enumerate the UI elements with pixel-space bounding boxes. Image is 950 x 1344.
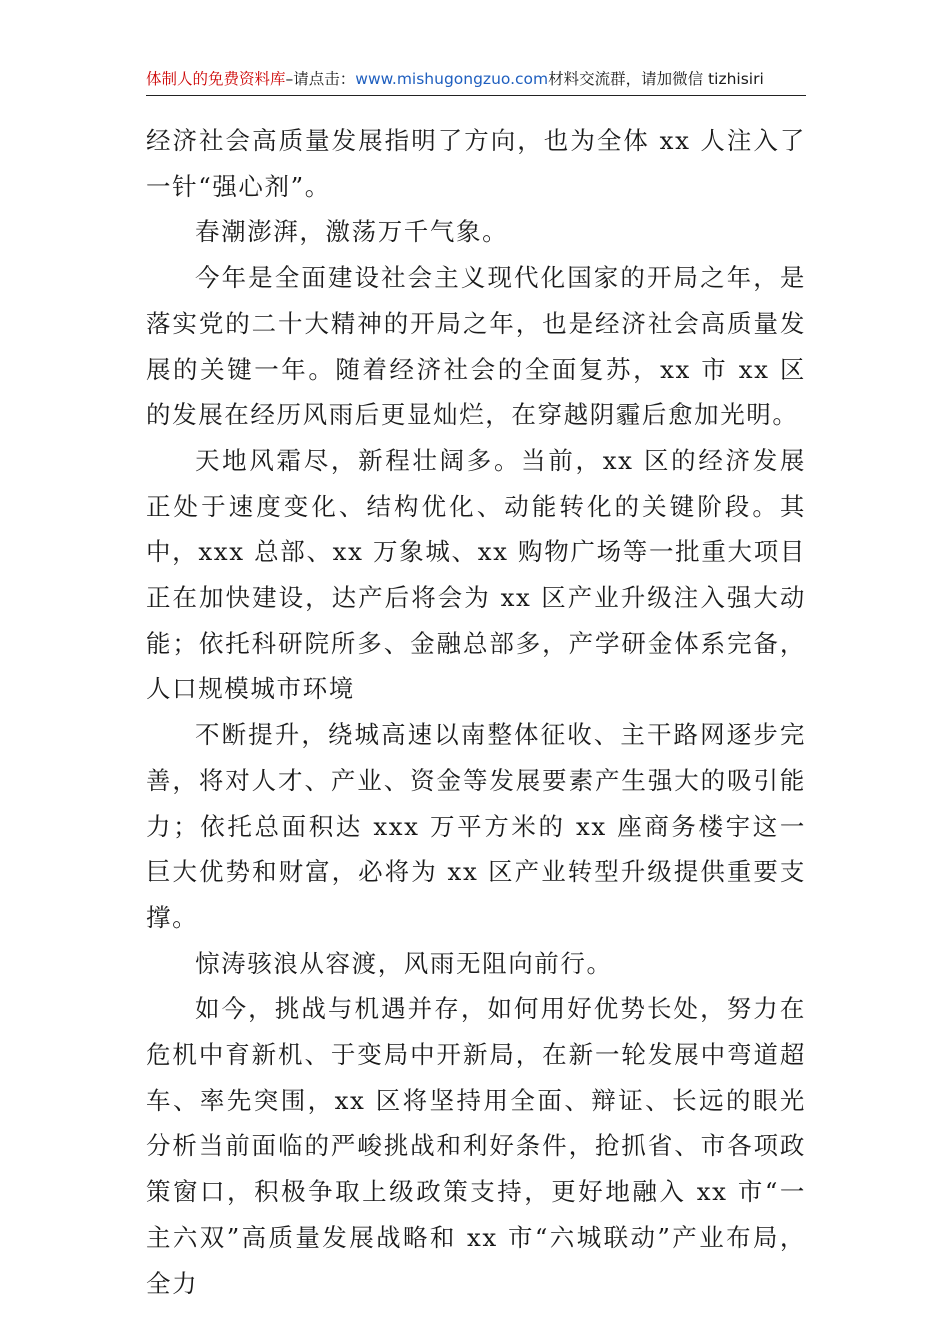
document-body bbox=[146, 118, 806, 1306]
paragraph-continuation: 经济社会高质量发展指明了方向，也为全体 xx 人注入了一针“强心剂”。 bbox=[146, 126, 806, 201]
paragraph: 如今，挑战与机遇并存，如何用好优势长处，努力在危机中育新机、于变局中开新局，在新一轮发展中弯道超车、率先突围，xx 区将坚持用全面、辩证、长远的眼光分析当前面临的严峻挑战和利好条件，抢抓省、市各项政策窗口，积极争取上级政策支持，更好地融入 xx 市“一主六双”高质量发展战略和 xx 市“六城联动”产业布局，全力 bbox=[146, 994, 806, 1298]
header-divider bbox=[146, 95, 806, 96]
header-wechat-note: 材料交流群，请加微信 tizhisiri bbox=[548, 70, 764, 88]
paragraph: 不断提升，绕城高速以南整体征收、主干路网逐步完善，将对人才、产业、资金等发展要素产生强大的吸引能力；依托总面积达 xxx 万平方米的 xx 座商务楼宇这一巨大优势和财富，必将为 xx 区产业转型升级提供重要支撑。 bbox=[146, 720, 806, 932]
paragraph: 今年是全面建设社会主义现代化国家的开局之年，是落实党的二十大精神的开局之年，也是经济社会高质量发展的关键一年。随着经济社会的全面复苏，xx 市 xx 区的发展在经历风雨后更显灿烂，在穿越阴霾后愈加光明。 bbox=[146, 263, 806, 430]
header-brand: 体制人的免费资料库 bbox=[146, 70, 286, 88]
header-click-prompt: –请点击： bbox=[285, 70, 356, 88]
paragraph: 天地风霜尽，新程壮阔多。当前，xx 区的经济发展正处于速度变化、结构优化、动能转化的关键阶段。其中，xxx 总部、xx 万象城、xx 购物广场等一批重大项目正在加快建设，达产后将会为 xx 区产业升级注入强大动能；依托科研院所多、金融总部多，产学研金体系完备，人口规模城市环境 bbox=[146, 445, 806, 704]
header-website-link[interactable]: www.mishugongzuo.com bbox=[355, 70, 549, 88]
paragraph: 春潮澎湃，激荡万千气象。 bbox=[195, 217, 509, 247]
paragraph: 惊涛骇浪从容渡，风雨无阻向前行。 bbox=[195, 948, 613, 978]
page-header bbox=[146, 64, 806, 94]
